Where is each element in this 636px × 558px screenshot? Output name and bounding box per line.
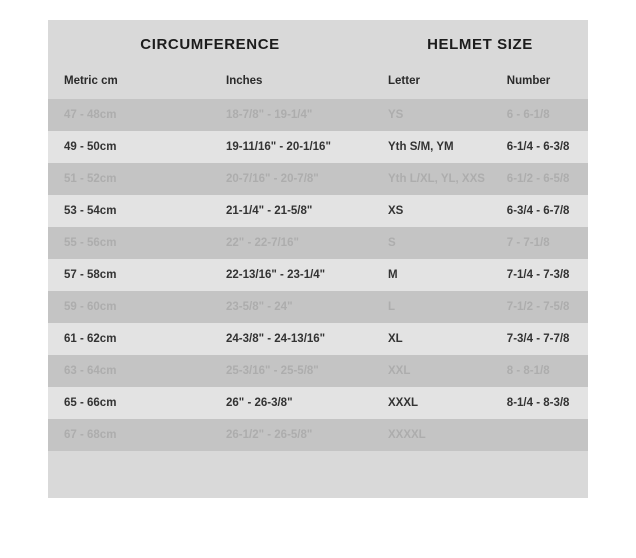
cell-number: 7-1/2 - 7-5/8 [491, 291, 588, 323]
cell-metric-cm: 57 - 58cm [48, 259, 210, 291]
table-row [48, 355, 588, 387]
cell-metric-cm: 49 - 50cm [48, 131, 210, 163]
column-header-metric-cm: Metric cm [48, 67, 210, 99]
column-header-row [48, 67, 588, 99]
table-row [48, 323, 588, 355]
cell-inches: 25-3/16" - 25-5/8" [210, 355, 372, 387]
cell-number: 8-1/4 - 8-3/8 [491, 387, 588, 419]
cell-letter: M [372, 259, 491, 291]
cell-metric-cm: 59 - 60cm [48, 291, 210, 323]
cell-inches: 26-1/2" - 26-5/8" [210, 419, 372, 451]
column-header-number: Number [491, 67, 588, 99]
cell-letter: XL [372, 323, 491, 355]
cell-number: 7-3/4 - 7-7/8 [491, 323, 588, 355]
table-row [48, 227, 588, 259]
table-head [48, 20, 588, 99]
cell-number: 6-3/4 - 6-7/8 [491, 195, 588, 227]
cell-metric-cm: 55 - 56cm [48, 227, 210, 259]
cell-inches: 22" - 22-7/16" [210, 227, 372, 259]
cell-inches: 22-13/16" - 23-1/4" [210, 259, 372, 291]
cell-number: 7-1/4 - 7-3/8 [491, 259, 588, 291]
cell-letter: XS [372, 195, 491, 227]
cell-metric-cm: 63 - 64cm [48, 355, 210, 387]
size-chart-panel [48, 20, 588, 498]
group-header-circumference: CIRCUMFERENCE [48, 20, 372, 67]
group-header-row [48, 20, 588, 67]
table-row [48, 163, 588, 195]
cell-metric-cm: 47 - 48cm [48, 99, 210, 131]
cell-inches: 24-3/8" - 24-13/16" [210, 323, 372, 355]
cell-inches: 18-7/8" - 19-1/4" [210, 99, 372, 131]
column-header-inches: Inches [210, 67, 372, 99]
cell-metric-cm: 61 - 62cm [48, 323, 210, 355]
cell-metric-cm: 53 - 54cm [48, 195, 210, 227]
cell-number: 8 - 8-1/8 [491, 355, 588, 387]
table-row [48, 195, 588, 227]
cell-letter: YS [372, 99, 491, 131]
cell-number: 6-1/2 - 6-5/8 [491, 163, 588, 195]
table-row [48, 259, 588, 291]
cell-inches: 20-7/16" - 20-7/8" [210, 163, 372, 195]
table-row [48, 387, 588, 419]
table-row [48, 99, 588, 131]
cell-metric-cm: 51 - 52cm [48, 163, 210, 195]
cell-letter: S [372, 227, 491, 259]
cell-inches: 23-5/8" - 24" [210, 291, 372, 323]
column-header-letter: Letter [372, 67, 491, 99]
group-header-helmet-size: HELMET SIZE [372, 20, 588, 67]
cell-letter: L [372, 291, 491, 323]
cell-number: 6-1/4 - 6-3/8 [491, 131, 588, 163]
cell-letter: Yth S/M, YM [372, 131, 491, 163]
cell-letter: Yth L/XL, YL, XXS [372, 163, 491, 195]
table-row [48, 131, 588, 163]
cell-number: 6 - 6-1/8 [491, 99, 588, 131]
cell-letter: XXXXL [372, 419, 491, 451]
cell-number [491, 419, 588, 451]
cell-inches: 19-11/16" - 20-1/16" [210, 131, 372, 163]
table-body [48, 99, 588, 451]
table-row [48, 291, 588, 323]
cell-inches: 21-1/4" - 21-5/8" [210, 195, 372, 227]
cell-letter: XXL [372, 355, 491, 387]
table-row [48, 419, 588, 451]
cell-number: 7 - 7-1/8 [491, 227, 588, 259]
cell-inches: 26" - 26-3/8" [210, 387, 372, 419]
cell-metric-cm: 67 - 68cm [48, 419, 210, 451]
helmet-size-table [48, 20, 588, 451]
cell-metric-cm: 65 - 66cm [48, 387, 210, 419]
cell-letter: XXXL [372, 387, 491, 419]
